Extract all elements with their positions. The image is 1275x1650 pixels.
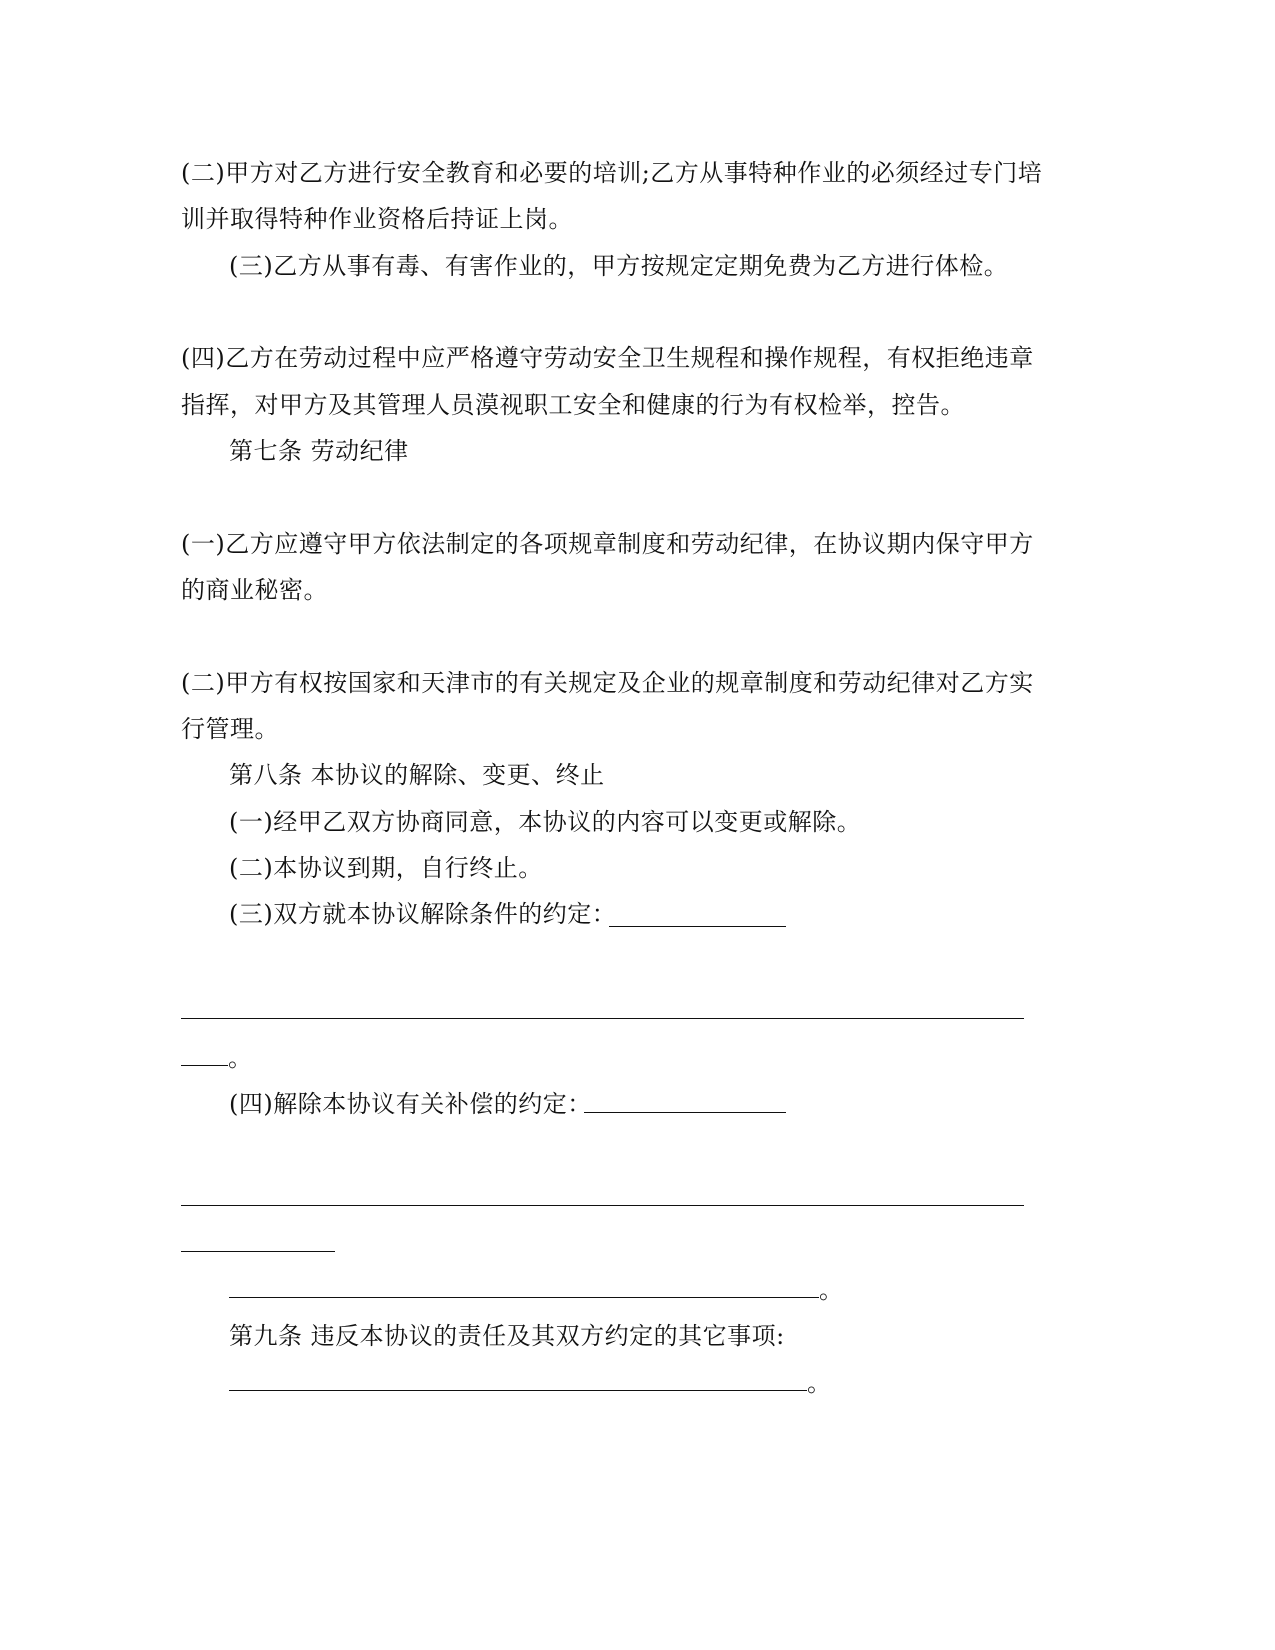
article-7-title: 第七条 劳动纪律 — [229, 437, 409, 465]
clause-8-3-blank-inline — [609, 926, 786, 927]
clause-6-3: (三)乙方从事有毒、有害作业的，甲方按规定定期免费为乙方进行体检。 — [229, 252, 1009, 280]
clause-8-4 — [229, 1088, 592, 1120]
clause-7-2-line-2: 行管理。 — [181, 715, 279, 743]
clause-6-4-line-2: 指挥，对甲方及其管理人员漠视职工安全和健康的行为有权检举，控告。 — [181, 391, 965, 419]
clause-8-4-blank-line-3 — [229, 1297, 819, 1298]
clause-8-3-blank-line-1 — [181, 1018, 1024, 1019]
clause-8-3 — [229, 898, 616, 930]
clause-8-3-text: (三)双方就本协议解除条件的约定： — [229, 900, 617, 928]
clause-8-3-blank-line-2 — [181, 1065, 228, 1066]
clause-8-2: (二)本协议到期，自行终止。 — [229, 854, 543, 882]
clause-8-4-blank-line-2 — [181, 1251, 335, 1252]
article-9-blank — [229, 1390, 807, 1391]
article-9-end-mark: 。 — [807, 1369, 831, 1397]
clause-7-1-line-2: 的商业秘密。 — [181, 576, 328, 604]
clause-6-2-line-1: (二)甲方对乙方进行安全教育和必要的培训;乙方从事特种作业的必须经过专门培 — [181, 159, 1043, 187]
article-9-title: 第九条 违反本协议的责任及其双方约定的其它事项: — [229, 1322, 785, 1350]
clause-8-4-blank-line-1 — [181, 1205, 1024, 1206]
clause-8-4-end-mark: 。 — [819, 1276, 843, 1304]
clause-8-4-blank-inline — [584, 1112, 786, 1113]
clause-8-3-end-mark: 。 — [228, 1044, 252, 1072]
clause-7-2-line-1: (二)甲方有权按国家和天津市的有关规定及企业的规章制度和劳动纪律对乙方实 — [181, 669, 1034, 697]
clause-8-4-text: (四)解除本协议有关补偿的约定： — [229, 1090, 592, 1118]
clause-6-4-line-1: (四)乙方在劳动过程中应严格遵守劳动安全卫生规程和操作规程，有权拒绝违章 — [181, 344, 1034, 372]
article-8-title: 第八条 本协议的解除、变更、终止 — [229, 761, 605, 789]
clause-7-1-line-1: (一)乙方应遵守甲方依法制定的各项规章制度和劳动纪律，在协议期内保守甲方 — [181, 530, 1034, 558]
clause-8-1: (一)经甲乙双方协商同意，本协议的内容可以变更或解除。 — [229, 808, 862, 836]
clause-6-2-line-2: 训并取得特种作业资格后持证上岗。 — [181, 205, 573, 233]
